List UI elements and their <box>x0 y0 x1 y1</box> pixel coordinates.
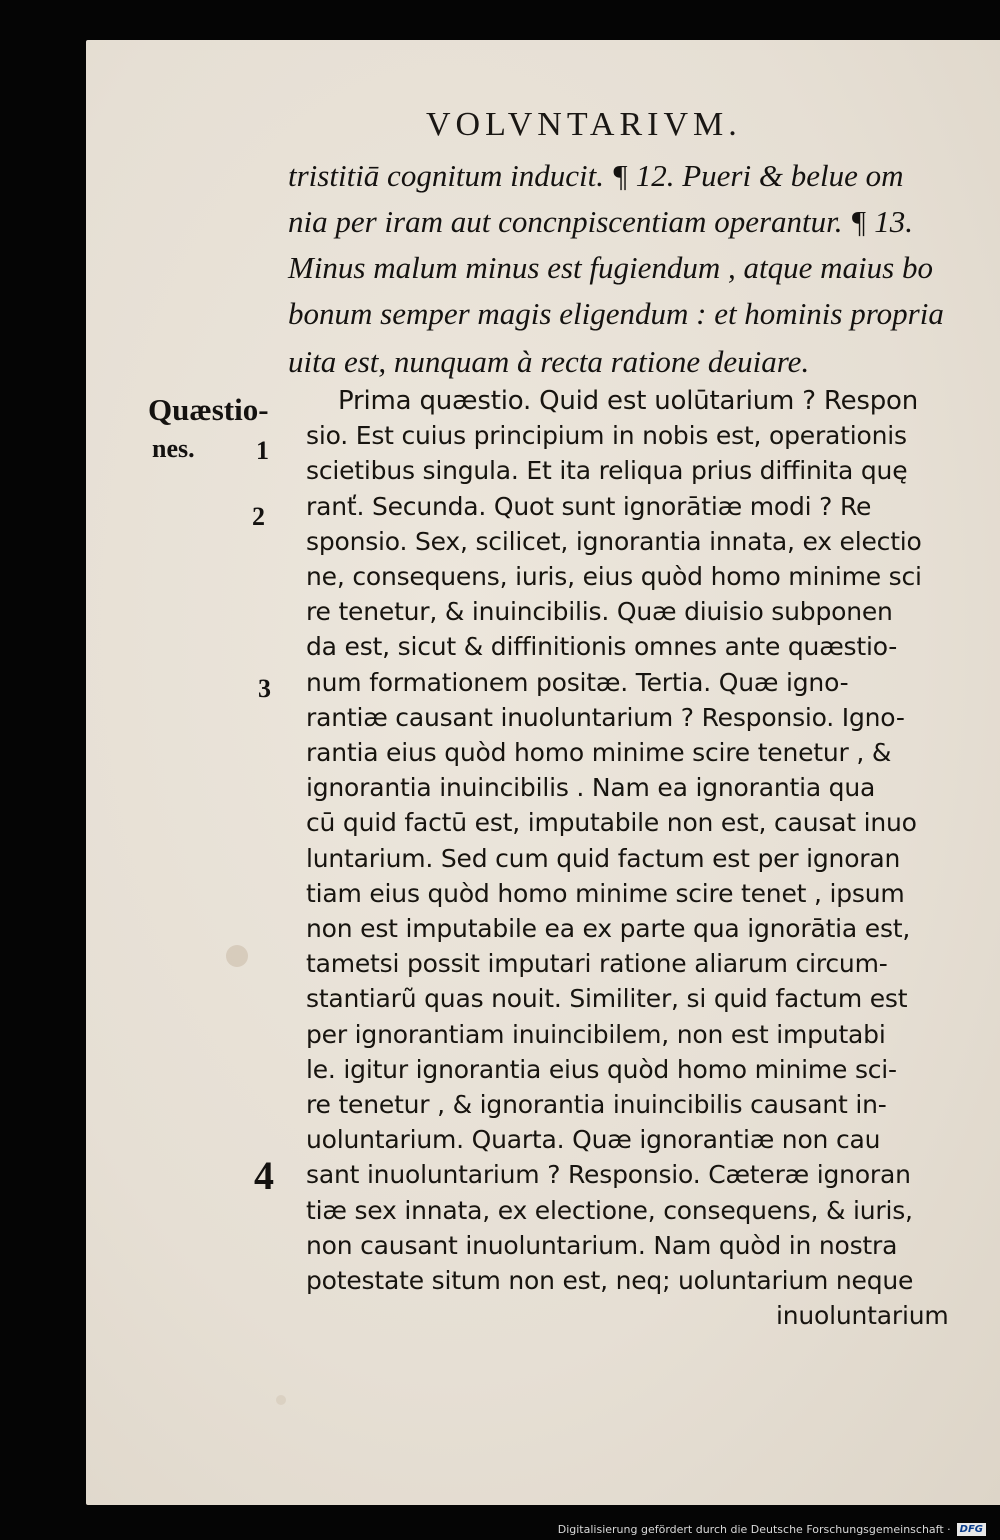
running-title: VOLVNTARIVM. <box>426 106 742 143</box>
body-line: per ignorantiam inuincibilem, non est imputabi <box>306 1019 886 1049</box>
margin-number: 4 <box>254 1153 274 1198</box>
body-line: non est imputabile ea ex parte qua ignorātia est, <box>306 914 911 943</box>
body-line: da est, sicut & diffinitionis omnes ante quæstio- <box>306 632 898 662</box>
body-line: le. igitur ignorantia eius quòd homo minime sci- <box>306 1054 897 1084</box>
body-line: sant inuoluntarium ? Responsio. Cæteræ ignoran <box>306 1160 911 1190</box>
body-line: inuoluntarium <box>776 1301 949 1331</box>
body-line: num formationem positæ. Tertia. Quæ igno- <box>306 667 849 697</box>
margin-number: 1 <box>256 436 269 465</box>
stain-spot <box>226 945 248 967</box>
footer-credit <box>558 1523 986 1536</box>
body-line: re tenetur , & ignorantia inuincibilis causant in- <box>306 1090 887 1119</box>
body-line: uoluntarium. Quarta. Quæ ignorantiæ non cau <box>306 1125 881 1155</box>
margin-label-line1: Quæstio- <box>148 392 269 427</box>
summary-line: tristitiā cognitum inducit. ¶ 12. Pueri & belue om <box>288 158 904 193</box>
body-line: potestate situm non est, neq; uoluntarium neque <box>306 1266 914 1295</box>
body-line: sponsio. Sex, scilicet, ignorantia innata, ex electio <box>306 526 922 556</box>
body-line: stantiarũ quas nouit. Similiter, si quid factum est <box>306 984 908 1014</box>
summary-line: nia per iram aut concnpiscentiam operantur. ¶ 13. <box>288 204 913 239</box>
margin-number: 2 <box>252 502 265 531</box>
body-line: ignorantia inuincibilis . Nam ea ignorantia qua <box>306 773 876 803</box>
summary-line: Minus malum minus est fugiendum , atque maius bo <box>288 250 933 285</box>
body-line: scietibus singula. Et ita reliqua prius diffinita quę <box>306 456 908 486</box>
body-line: ranť. Secunda. Quot sunt ignorātiæ modi ? Re <box>306 491 872 521</box>
body-line: Prima quæstio. Quid est uolūtarium ? Respon <box>338 386 919 416</box>
body-line: luntarium. Sed cum quid factum est per ignoran <box>306 843 901 873</box>
footer-text: Digitalisierung gefördert durch die Deutsche Forschungsgemeinschaft · <box>557 1523 951 1536</box>
dfg-logo: DFG <box>957 1523 986 1536</box>
body-line: ne, consequens, iuris, eius quòd homo minime sci <box>306 562 922 591</box>
body-line: non causant inuoluntarium. Nam quòd in nostra <box>306 1230 898 1260</box>
body-line: tiam eius quòd homo minime scire tenet , ipsum <box>306 878 905 908</box>
margin-number: 3 <box>258 674 271 703</box>
body-line: tametsi possit imputari ratione aliarum circum- <box>306 949 888 979</box>
summary-line: uita est, nunquam à recta ratione deuiare. <box>288 344 810 379</box>
body-line: cū quid factū est, imputabile non est, causat inuo <box>306 808 917 838</box>
book-page <box>86 40 1000 1505</box>
summary-line: bonum semper magis eligendum : et hominis propria <box>288 296 944 331</box>
margin-label-line2: nes. <box>152 434 195 463</box>
stain-spot <box>276 1395 286 1405</box>
body-line: rantiæ causant inuoluntarium ? Responsio. Igno- <box>306 702 905 732</box>
body-line: tiæ sex innata, ex electione, consequens, & iuris, <box>306 1195 913 1225</box>
body-line: sio. Est cuius principium in nobis est, operationis <box>306 421 907 451</box>
body-line: rantia eius quòd homo minime scire tenetur , & <box>306 738 892 767</box>
body-line: re tenetur, & inuincibilis. Quæ diuisio subponen <box>306 597 893 627</box>
